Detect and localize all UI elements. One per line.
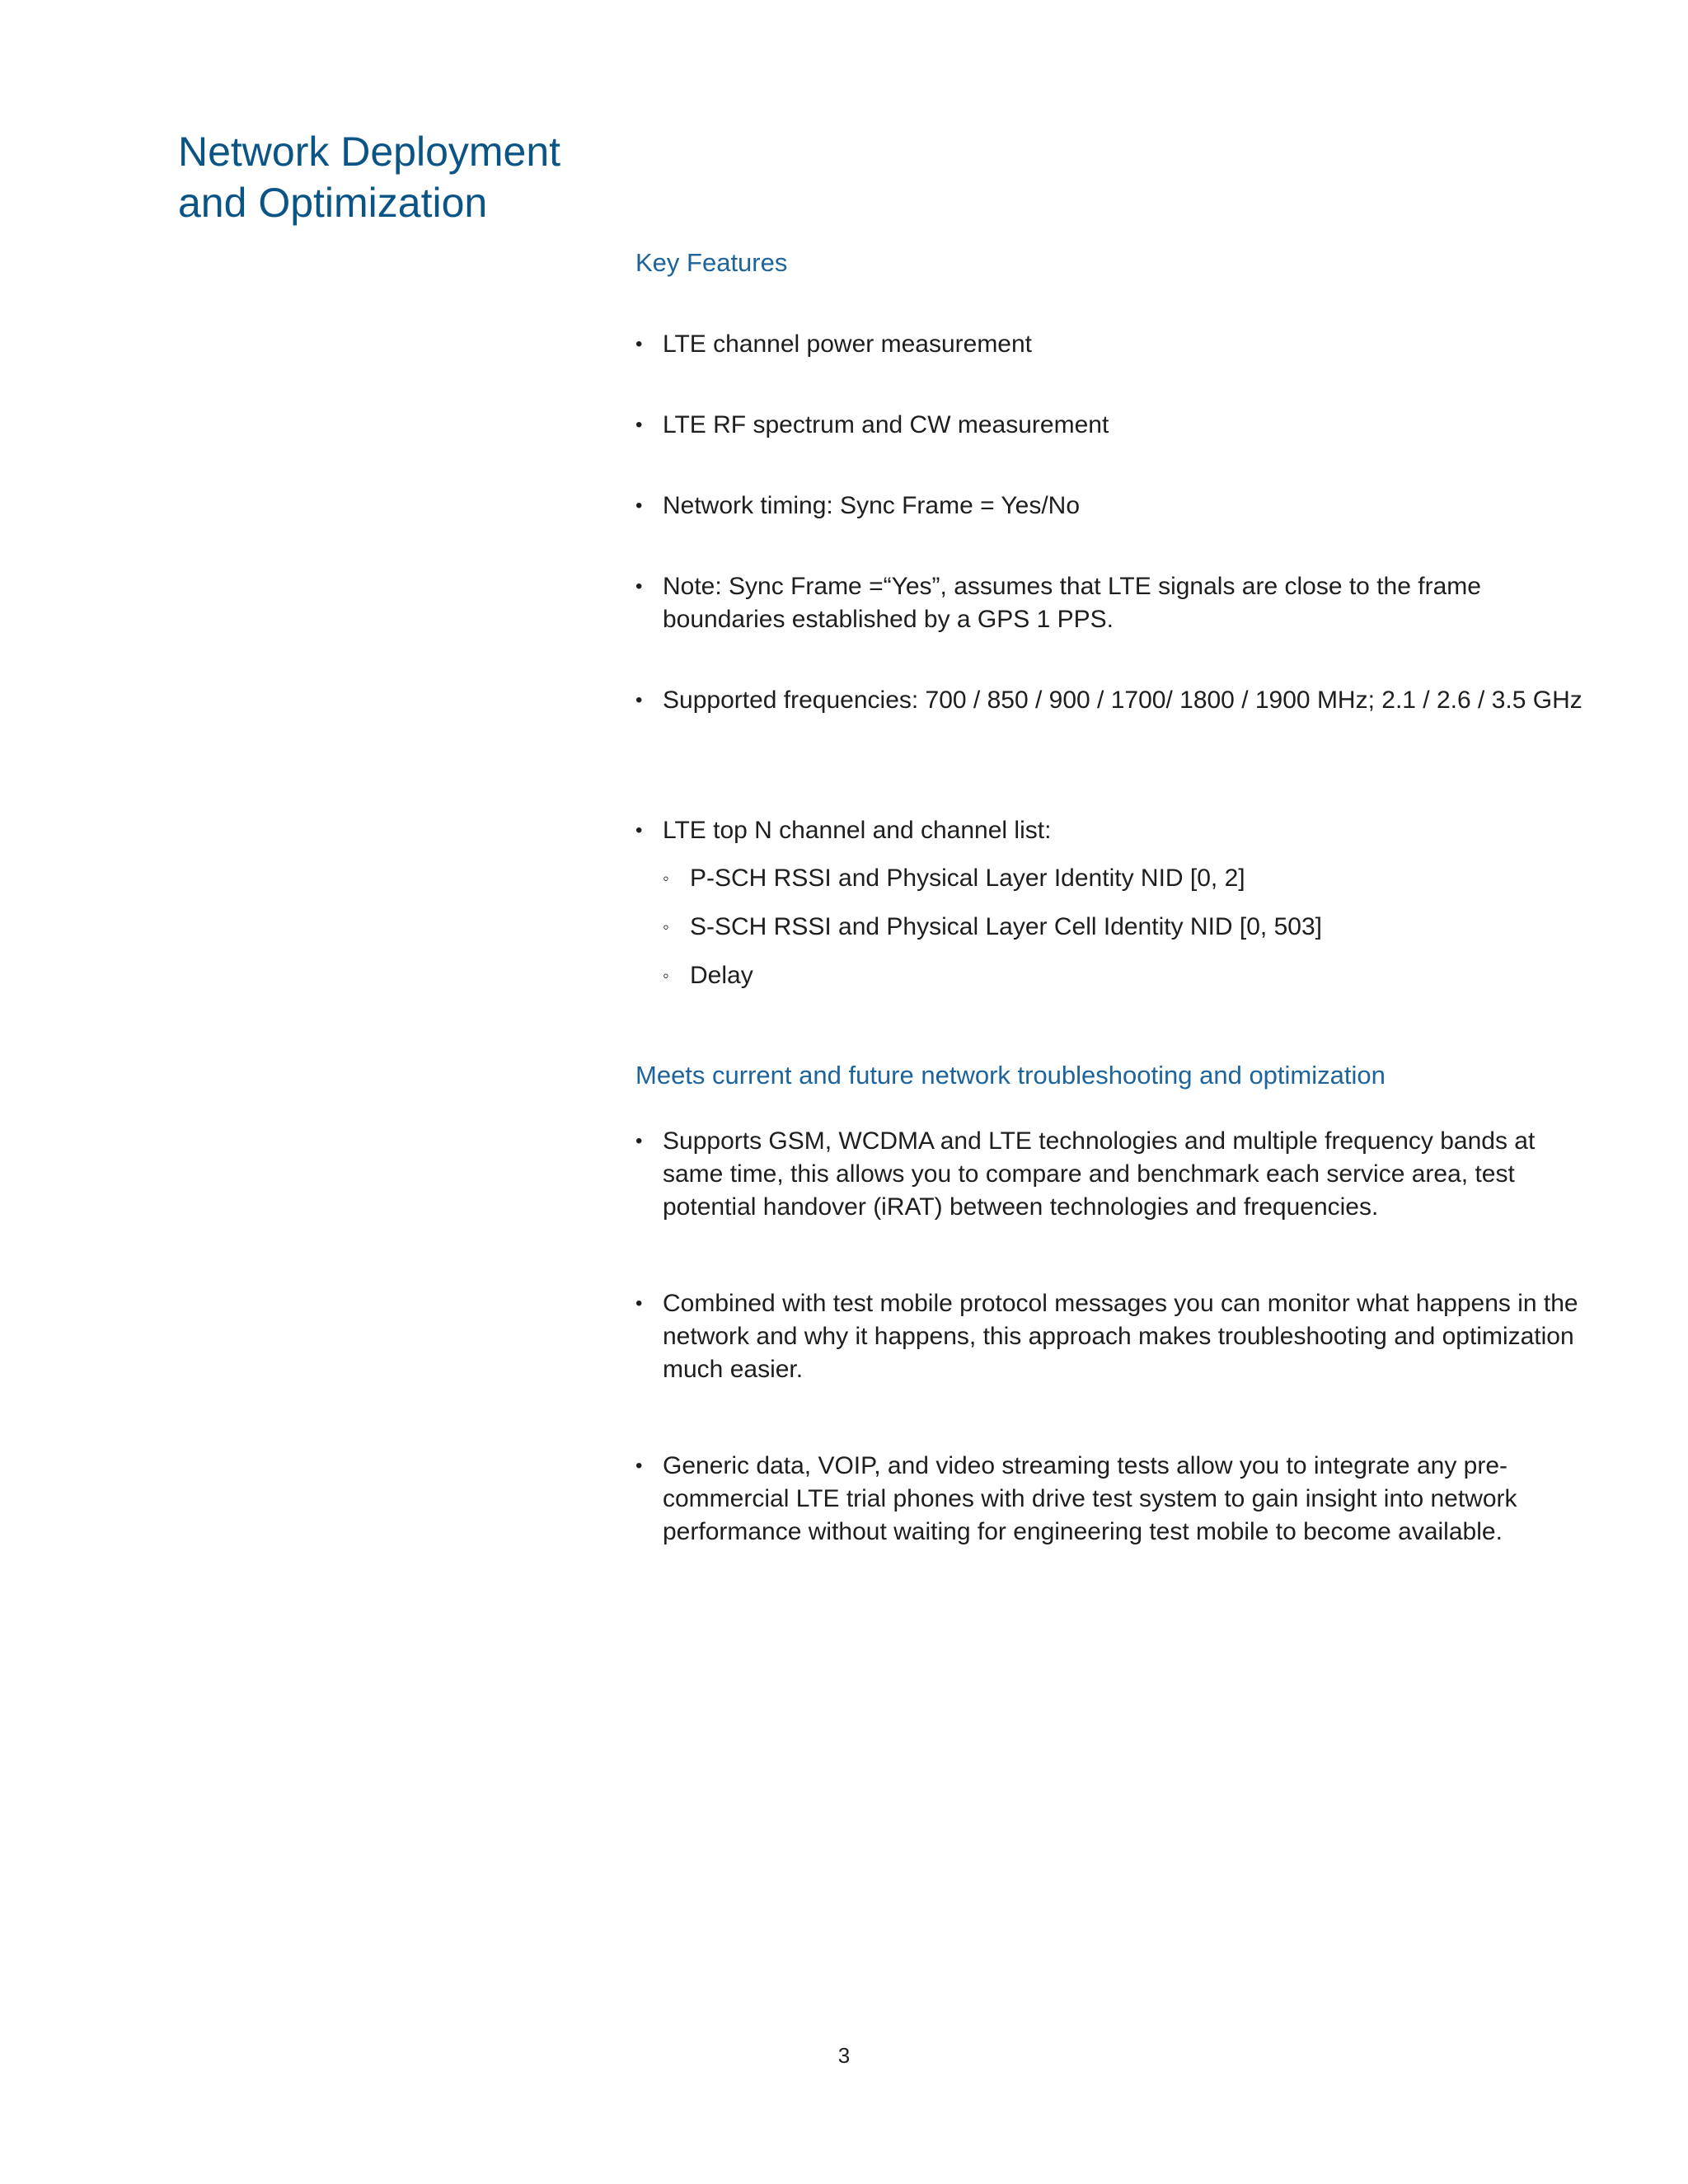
list-item-text: Generic data, VOIP, and video streaming tests allow you to integrate any pre-commercial LTE trial phones with drive test system to gain insight into network performance without waiting for engineering test mobile to become available. (663, 1452, 1517, 1545)
bullet-icon: • (635, 575, 643, 598)
bullet-icon: • (635, 689, 643, 711)
list-item (635, 1287, 1583, 1386)
page-number: 3 (837, 2043, 851, 2068)
list-item (635, 490, 1583, 523)
sub-list-item-text: S-SCH RSSI and Physical Layer Cell Identity NID [0, 503] (690, 913, 1322, 940)
sub-list-item-text: Delay (690, 962, 753, 989)
list-item (635, 570, 1583, 636)
bullet-icon: • (635, 819, 643, 841)
list-item (635, 328, 1583, 361)
list-item (635, 814, 1583, 847)
sub-list-item (663, 862, 1569, 895)
list-item-text: Note: Sync Frame =“Yes”, assumes that LTE signals are close to the frame boundaries established by a GPS 1 PPS. (663, 573, 1481, 633)
list-item (635, 1125, 1583, 1224)
sub-bullet-icon: ◦ (663, 965, 669, 986)
bullet-icon: • (635, 1292, 643, 1315)
list-item-text: Combined with test mobile protocol messages you can monitor what happens in the network and why it happens, this approach makes troubleshooting and optimization much easier. (663, 1290, 1578, 1383)
list-item-text: LTE RF spectrum and CW measurement (663, 411, 1109, 438)
bullet-icon: • (635, 494, 643, 517)
list-item-text: LTE top N channel and channel list: (663, 817, 1052, 844)
page-title-line-2: and Optimization (178, 180, 488, 226)
bullet-icon: • (635, 414, 643, 436)
list-item-text: Supports GSM, WCDMA and LTE technologies and multiple frequency bands at same time, this allows you to compare and benchmark each service area, test potential handover (iRAT) between technologies and frequencies. (663, 1127, 1536, 1221)
list-item-text: Network timing: Sync Frame = Yes/No (663, 492, 1081, 519)
page-title (178, 126, 560, 228)
sub-list-item (663, 959, 1569, 992)
sub-list-item (663, 911, 1569, 944)
network-section-heading: Meets current and future network troubleshooting and optimization (635, 1061, 1386, 1090)
page-title-line-1: Network Deployment (178, 129, 561, 175)
list-item-text: Supported frequencies: 700 / 850 / 900 / 1700/ 1800 / 1900 MHz; 2.1 / 2.6 / 3.5 GHz (663, 687, 1582, 714)
list-item (635, 409, 1583, 442)
key-features-heading: Key Features (635, 248, 788, 277)
sub-bullet-icon: ◦ (663, 868, 669, 888)
bullet-icon: • (635, 1130, 643, 1152)
sub-bullet-icon: ◦ (663, 916, 669, 937)
list-item-text: LTE channel power measurement (663, 330, 1033, 358)
list-item (635, 684, 1583, 717)
sub-list-item-text: P-SCH RSSI and Physical Layer Identity NID [0, 2] (690, 865, 1245, 892)
bullet-icon: • (635, 1455, 643, 1477)
list-item (635, 1450, 1583, 1549)
bullet-icon: • (635, 333, 643, 355)
